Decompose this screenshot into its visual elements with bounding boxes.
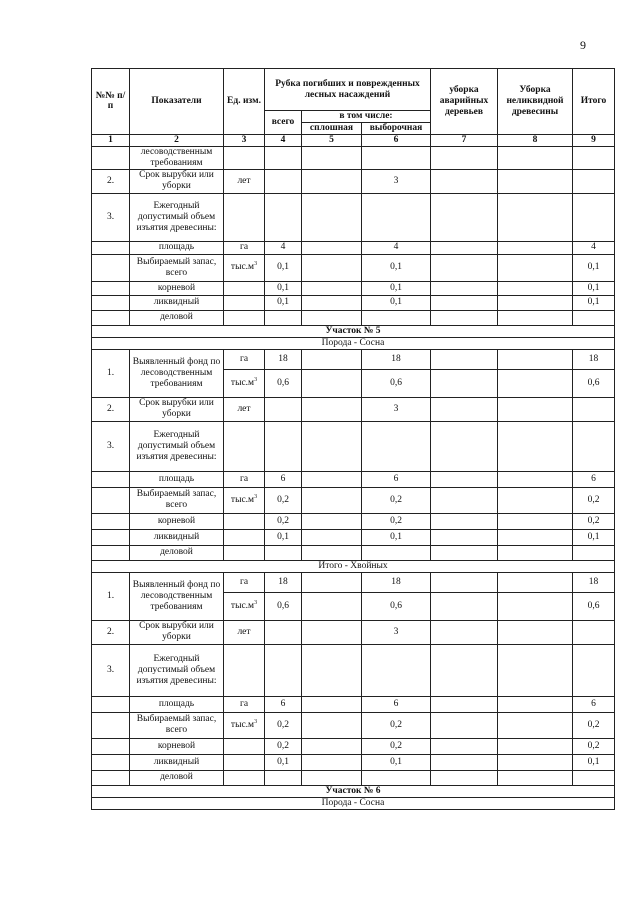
table-row [92, 281, 615, 295]
table-row [92, 471, 615, 487]
value-cell: 3 [362, 169, 431, 193]
value-cell: 0,6 [573, 592, 615, 620]
row-label: деловой [130, 770, 224, 785]
table-row [92, 397, 615, 421]
row-number: 3. [92, 421, 130, 471]
column-number-row [92, 134, 615, 146]
felling-table [91, 68, 615, 810]
total-title-row [92, 560, 615, 572]
unit-cell: га [224, 349, 265, 369]
row-label: корневой [130, 738, 224, 754]
unit-cell: га [224, 696, 265, 712]
table-row [92, 421, 615, 471]
value-cell: 0,2 [265, 712, 302, 738]
row-label: лесоводственным требованиям [130, 146, 224, 169]
value-cell: 0,6 [265, 592, 302, 620]
value-cell: 0,2 [362, 712, 431, 738]
table-row [92, 254, 615, 281]
value-cell: 0,6 [265, 369, 302, 397]
value-cell: 0,1 [573, 529, 615, 545]
value-cell: 0,6 [573, 369, 615, 397]
value-cell: 3 [362, 620, 431, 644]
section-title-row [92, 785, 615, 797]
value-cell: 0,1 [362, 754, 431, 770]
table-row [92, 770, 615, 785]
page-number: 9 [580, 38, 586, 52]
value-cell: 6 [362, 471, 431, 487]
value-cell: 18 [573, 572, 615, 592]
value-cell: 0,2 [573, 513, 615, 529]
row-label: Срок вырубки или уборки [130, 397, 224, 421]
value-cell: 0,2 [265, 513, 302, 529]
table-row [92, 644, 615, 696]
table-row [92, 545, 615, 560]
value-cell: 0,6 [362, 369, 431, 397]
row-label: Выбираемый запас, всего [130, 254, 224, 281]
row-label: Выявленный фонд по лесоводственным требованиям [130, 572, 224, 620]
value-cell: 18 [265, 349, 302, 369]
value-cell: 0,2 [573, 738, 615, 754]
value-cell: 0,6 [362, 592, 431, 620]
row-label: площадь [130, 696, 224, 712]
table-row [92, 712, 615, 738]
unit-cell: $тыс.м^3$ [224, 487, 265, 513]
col-number: 9 [573, 134, 615, 146]
col-number: 7 [431, 134, 498, 146]
value-cell: 0,1 [573, 254, 615, 281]
row-label: ликвидный [130, 529, 224, 545]
value-cell: 0,1 [573, 295, 615, 310]
col-number: 3 [224, 134, 265, 146]
header-illiquid: Уборка неликвидной древесины [498, 69, 573, 135]
value-cell: 0,2 [573, 487, 615, 513]
header-emergency: уборка аварийных деревьев [431, 69, 498, 135]
row-label: ликвидный [130, 754, 224, 770]
breed-row [92, 337, 615, 349]
row-label: площадь [130, 241, 224, 254]
row-label: Срок вырубки или уборки [130, 169, 224, 193]
unit-cell: га [224, 572, 265, 592]
value-cell: 0,2 [573, 712, 615, 738]
row-label: ликвидный [130, 295, 224, 310]
header-num: №№ п/п [92, 69, 130, 135]
value-cell: 6 [573, 471, 615, 487]
value-cell: 0,1 [265, 754, 302, 770]
row-number: 3. [92, 193, 130, 241]
value-cell: 6 [573, 696, 615, 712]
table-row [92, 146, 615, 169]
header-selective: выборочная [362, 122, 431, 134]
unit-cell: $тыс.м^3$ [224, 254, 265, 281]
breed-label: Порода - Сосна [92, 337, 615, 349]
value-cell: 18 [265, 572, 302, 592]
row-label: корневой [130, 281, 224, 295]
table-row [92, 572, 615, 592]
value-cell: 6 [265, 696, 302, 712]
row-label: Ежегодный допустимый объем изъятия древесины: [130, 644, 224, 696]
breed-row [92, 797, 615, 809]
total-title: Итого - Хвойных [92, 560, 615, 572]
table-row [92, 620, 615, 644]
col-number: 1 [92, 134, 130, 146]
row-number: 2. [92, 620, 130, 644]
value-cell: 0,1 [362, 281, 431, 295]
unit-cell: га [224, 241, 265, 254]
row-number: 2. [92, 169, 130, 193]
table-row [92, 193, 615, 241]
section-title: Участок № 6 [92, 785, 615, 797]
header-sum: Итого [573, 69, 615, 135]
unit-cell: лет [224, 397, 265, 421]
value-cell: 0,1 [362, 529, 431, 545]
table-row [92, 696, 615, 712]
breed-label: Порода - Сосна [92, 797, 615, 809]
value-cell: 0,2 [362, 738, 431, 754]
row-number: 3. [92, 644, 130, 696]
row-label: деловой [130, 310, 224, 325]
header-felling-group: Рубка погибших и поврежденных лесных насаждений [265, 69, 431, 111]
value-cell: 0,1 [362, 295, 431, 310]
value-cell: 4 [362, 241, 431, 254]
row-label: Срок вырубки или уборки [130, 620, 224, 644]
value-cell: 0,2 [265, 738, 302, 754]
table-row [92, 529, 615, 545]
value-cell: 6 [265, 471, 302, 487]
row-number: 2. [92, 397, 130, 421]
value-cell: 6 [362, 696, 431, 712]
row-label: Выявленный фонд по лесоводственным требованиям [130, 349, 224, 397]
table-row [92, 295, 615, 310]
table-row [92, 241, 615, 254]
header-unit: Ед. изм. [224, 69, 265, 135]
unit-cell: лет [224, 169, 265, 193]
value-cell: 18 [573, 349, 615, 369]
header-incl: в том числе: [302, 111, 431, 123]
value-cell: 0,1 [573, 281, 615, 295]
row-label: площадь [130, 471, 224, 487]
value-cell: 3 [362, 397, 431, 421]
row-number: 1. [92, 572, 130, 620]
col-number: 4 [265, 134, 302, 146]
row-label: деловой [130, 545, 224, 560]
value-cell: 0,1 [265, 295, 302, 310]
value-cell: 0,2 [265, 487, 302, 513]
value-cell: 0,1 [362, 254, 431, 281]
header-clear: сплошная [302, 122, 362, 134]
row-label: Ежегодный допустимый объем изъятия древесины: [130, 421, 224, 471]
col-number: 8 [498, 134, 573, 146]
value-cell: 0,1 [573, 754, 615, 770]
row-label: Ежегодный допустимый объем изъятия древесины: [130, 193, 224, 241]
section-title-row [92, 325, 615, 337]
value-cell: 4 [573, 241, 615, 254]
table-row [92, 754, 615, 770]
value-cell: 0,1 [265, 529, 302, 545]
table-row [92, 738, 615, 754]
col-number: 2 [130, 134, 224, 146]
value-cell: 4 [265, 241, 302, 254]
table-row [92, 487, 615, 513]
value-cell: 0,2 [362, 487, 431, 513]
header-total: всего [265, 111, 302, 135]
col-number: 5 [302, 134, 362, 146]
table-row [92, 349, 615, 369]
row-label: Выбираемый запас, всего [130, 487, 224, 513]
value-cell: 18 [362, 349, 431, 369]
unit-cell: лет [224, 620, 265, 644]
value-cell: 0,1 [265, 254, 302, 281]
section-title: Участок № 5 [92, 325, 615, 337]
header-indicator: Показатели [130, 69, 224, 135]
unit-cell: $тыс.м^3$ [224, 712, 265, 738]
value-cell: 0,2 [362, 513, 431, 529]
row-label: корневой [130, 513, 224, 529]
col-number: 6 [362, 134, 431, 146]
unit-cell: $тыс.м^3$ [224, 369, 265, 397]
row-number: 1. [92, 349, 130, 397]
table-row [92, 310, 615, 325]
table-row [92, 513, 615, 529]
value-cell: 18 [362, 572, 431, 592]
unit-cell: $тыс.м^3$ [224, 592, 265, 620]
unit-cell: га [224, 471, 265, 487]
value-cell: 0,1 [265, 281, 302, 295]
row-label: Выбираемый запас, всего [130, 712, 224, 738]
table-row [92, 169, 615, 193]
